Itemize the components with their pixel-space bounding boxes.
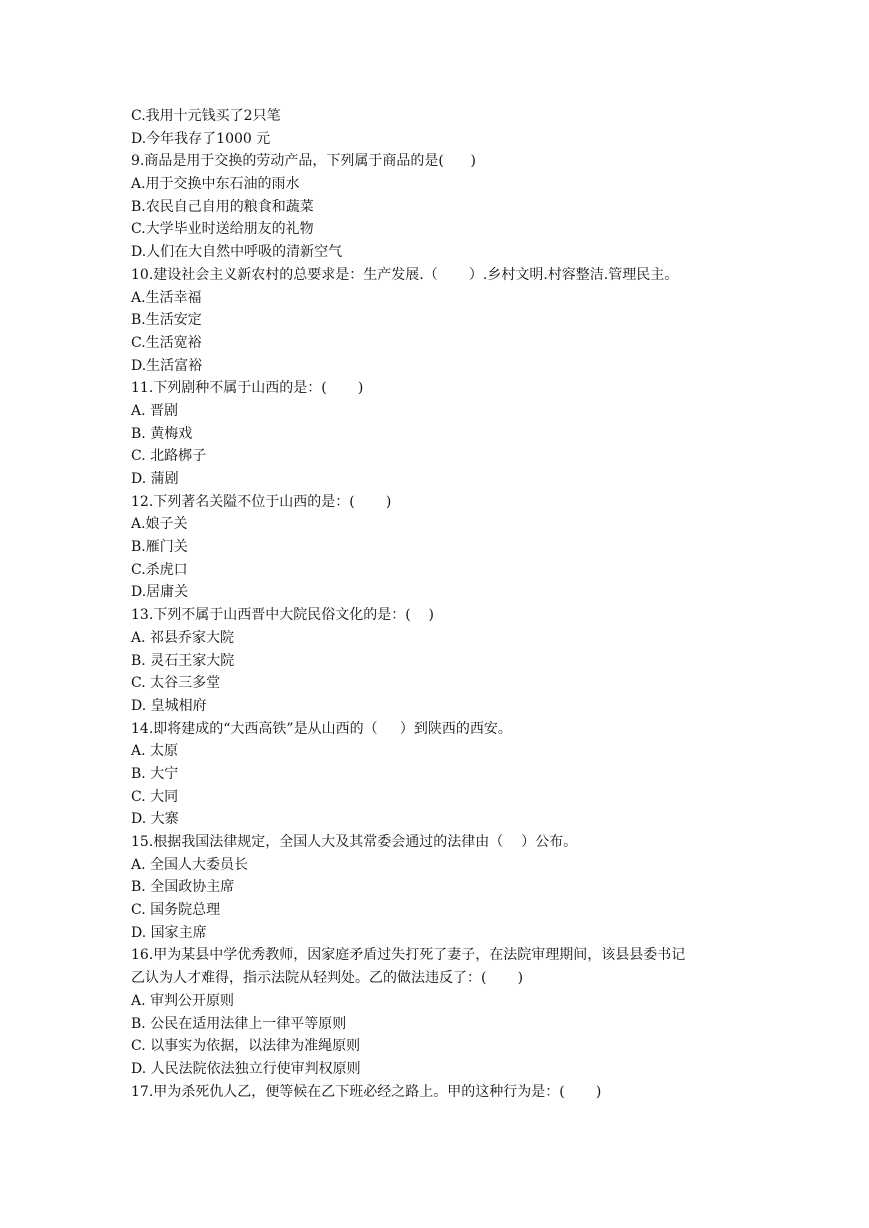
option-b-q12: B.雁门关 (131, 539, 188, 556)
option-b-q9: B.农民自己自用的粮食和蔬菜 (131, 198, 314, 215)
option-b-q16: B. 公民在适用法律上一律平等原则 (131, 1015, 347, 1032)
question-13: 13.下列不属于山西晋中大院民俗文化的是：( ) (131, 607, 434, 624)
option-d-q9: D.人们在大自然中呼吸的清新空气 (131, 244, 343, 261)
question-16-line-1: 16.甲为某县中学优秀教师，因家庭矛盾过失打死了妻子，在法院审理期间，该县县委书记 (131, 947, 686, 964)
question-11: 11.下列剧种不属于山西的是：( ) (131, 380, 364, 397)
option-c-q11: C. 北路梆子 (131, 448, 207, 465)
option-a-q14: A. 太原 (131, 743, 179, 760)
question-17: 17.甲为杀死仇人乙，便等候在乙下班必经之路上。甲的这种行为是：( ) (131, 1083, 602, 1100)
option-d-q11: D. 蒲剧 (131, 471, 179, 487)
option-a-q16: A. 审判公开原则 (131, 992, 235, 1009)
option-d-q16: D. 人民法院依法独立行使审判权原则 (131, 1060, 361, 1077)
option-b-q14: B. 大宁 (131, 765, 179, 782)
option-c-q16: C. 以事实为依据，以法律为准绳原则 (131, 1038, 361, 1055)
option-c-q9: C.大学毕业时送给朋友的礼物 (131, 221, 314, 238)
question-10: 10.建设社会主义新农村的总要求是：生产发展.（ ）.乡村文明.村容整洁.管理民主。 (131, 266, 679, 283)
option-a-q15: A. 全国人大委员长 (131, 856, 249, 873)
option-d-q15: D. 国家主席 (131, 924, 207, 941)
option-d-q8: D.今年我存了1000 元 (131, 130, 271, 147)
option-b-q15: B. 全国政协主席 (131, 879, 235, 896)
option-b-q13: B. 灵石王家大院 (131, 652, 235, 669)
option-d-q13: D. 皇城相府 (131, 697, 207, 714)
question-16-line-2: 乙认为人才难得，指示法院从轻判处。乙的做法违反了：( ) (131, 970, 524, 987)
question-15: 15.根据我国法律规定，全国人大及其常委会通过的法律由（ ）公布。 (131, 834, 578, 850)
option-a-q9: A.用于交换中东石油的雨水 (131, 176, 300, 193)
option-a-q10: A.生活幸福 (131, 289, 202, 306)
option-c-q10: C.生活宽裕 (131, 334, 202, 351)
option-c-q12: C.杀虎口 (131, 561, 188, 578)
question-12: 12.下列著名关隘不位于山西的是：( ) (131, 493, 392, 510)
option-c-q15: C. 国务院总理 (131, 902, 221, 919)
option-c-q14: C. 大同 (131, 788, 179, 805)
option-d-q12: D.居庸关 (131, 584, 189, 601)
option-a-q11: A. 晋剧 (131, 402, 179, 419)
option-d-q14: D. 大寨 (131, 811, 179, 828)
question-14: 14.即将建成的“大西高铁”是从山西的（ ）到陕西的西安。 (131, 720, 512, 737)
question-9: 9.商品是用于交换的劳动产品，下列属于商品的是( ) (131, 153, 476, 170)
option-a-q13: A. 祁县乔家大院 (131, 629, 235, 646)
option-a-q12: A.娘子关 (131, 516, 188, 533)
option-c-q13: C. 太谷三多堂 (131, 675, 221, 692)
option-c-q8: C.我用十元钱买了2只笔 (131, 108, 281, 124)
document-page (131, 105, 751, 1103)
option-b-q10: B.生活安定 (131, 312, 202, 329)
option-d-q10: D.生活富裕 (131, 357, 203, 374)
option-b-q11: B. 黄梅戏 (131, 425, 193, 442)
